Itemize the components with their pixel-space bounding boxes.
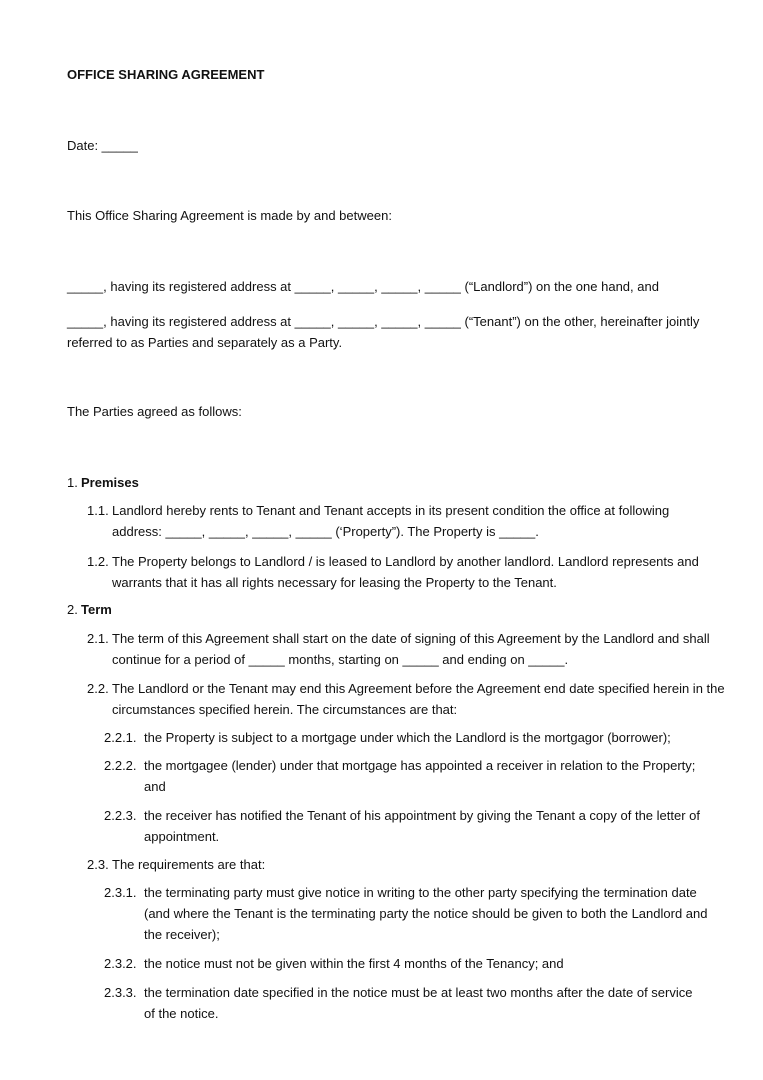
clause-number: 2.3.1.	[104, 885, 137, 900]
clause-text: the receiver has notified the Tenant of his appointment by giving the Tenant a copy of the letter of appointment.	[144, 808, 700, 844]
clause-text: The requirements are that:	[112, 857, 266, 872]
clause-2-2-3	[104, 805, 714, 847]
section-number: 1.	[67, 475, 78, 490]
section-premises	[67, 472, 139, 493]
clause-2-3	[87, 854, 265, 875]
clause-number: 2.2.1.	[104, 730, 137, 745]
clause-2-3-2	[104, 953, 724, 974]
agreed-text: The Parties agreed as follows:	[67, 404, 242, 419]
clause-number: 1.1.	[87, 503, 109, 518]
document-title: OFFICE SHARING AGREEMENT	[67, 67, 265, 82]
clause-2-1	[87, 628, 727, 670]
clause-number: 2.2.3.	[104, 808, 137, 823]
clause-number: 2.3.3.	[104, 985, 137, 1000]
clause-text: the mortgagee (lender) under that mortgage has appointed a receiver in relation to the Property; and	[144, 758, 696, 794]
clause-2-3-1	[104, 882, 724, 945]
clause-number: 2.2.2.	[104, 758, 137, 773]
clause-2-2	[87, 678, 727, 720]
section-heading: Premises	[81, 475, 139, 490]
clause-text: the terminating party must give notice in writing to the other party specifying the termination date (and where the Tenant is the terminating party the notice should be given to both the Landlord and the receiver);	[144, 885, 708, 942]
clause-number: 1.2.	[87, 554, 109, 569]
clause-text: The Property belongs to Landlord / is leased to Landlord by another landlord. Landlord represents and warrants that it has all rights necessary for leasing the Property to the Tenant.	[112, 554, 699, 590]
clause-1-1	[87, 500, 712, 542]
clause-text: The term of this Agreement shall start on the date of signing of this Agreement by the Landlord and shall continue for a period of _____ months, starting on _____ and ending on _____.	[112, 631, 710, 667]
date-line: Date: _____	[67, 138, 138, 153]
landlord-party: _____, having its registered address at _____, _____, _____, _____ (“Landlord”) on the one hand, and	[67, 279, 659, 294]
clause-text: The Landlord or the Tenant may end this Agreement before the Agreement end date specified herein in the circumstances specified herein. The circumstances are that:	[112, 681, 725, 717]
intro-text: This Office Sharing Agreement is made by and between:	[67, 208, 392, 223]
clause-2-2-2	[104, 755, 704, 797]
clause-text: the Property is subject to a mortgage under which the Landlord is the mortgagor (borrower);	[144, 730, 671, 745]
clause-number: 2.3.	[87, 857, 109, 872]
section-heading: Term	[81, 602, 112, 617]
clause-number: 2.3.2.	[104, 956, 137, 971]
clause-text: the termination date specified in the notice must be at least two months after the date of service of the notice.	[144, 985, 693, 1021]
clause-number: 2.1.	[87, 631, 109, 646]
clause-number: 2.2.	[87, 681, 109, 696]
clause-text: Landlord hereby rents to Tenant and Tenant accepts in its present condition the office at following address: _____, _____, _____, _____ (‘Property”). The Property is _____.	[112, 503, 670, 539]
clause-2-3-3	[104, 982, 704, 1024]
section-term	[67, 599, 112, 620]
tenant-party: _____, having its registered address at _____, _____, _____, _____ (“Tenant”) on the other, hereinafter jointly referred to as Parties and separately as a Party.	[67, 314, 700, 350]
section-number: 2.	[67, 602, 78, 617]
clause-2-2-1	[104, 727, 763, 748]
clause-1-2	[87, 551, 722, 593]
clause-text: the notice must not be given within the first 4 months of the Tenancy; and	[144, 956, 564, 971]
